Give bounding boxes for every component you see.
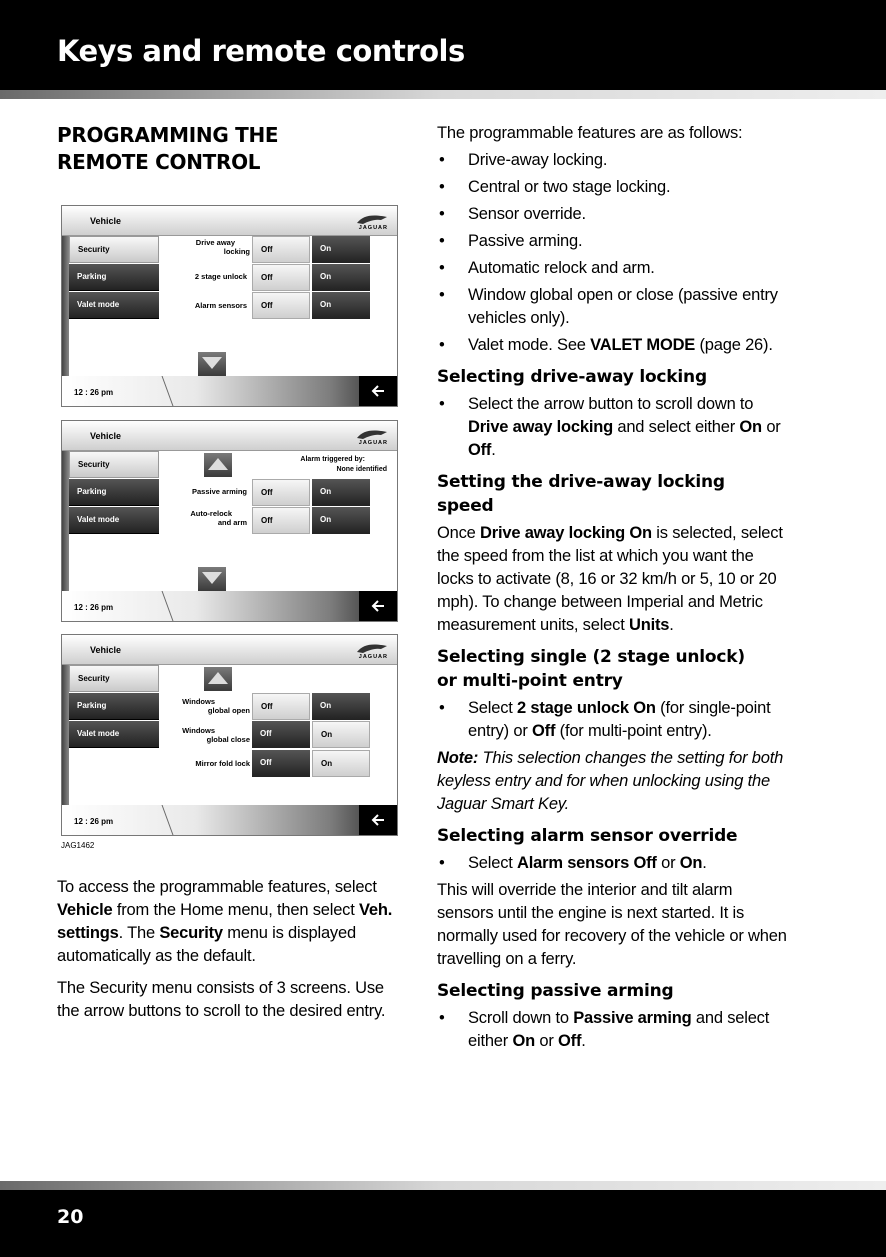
mirror-fold-on-button[interactable]: On — [312, 750, 370, 777]
list-item-text: Drive-away locking. — [468, 151, 608, 169]
list-item — [437, 284, 787, 330]
scroll-up-button[interactable] — [204, 667, 232, 691]
page-number: 20 — [57, 1206, 84, 1228]
passive-arming-on-button[interactable]: On — [312, 479, 370, 506]
section-title: PROGRAMMING THE REMOTE CONTROL — [57, 123, 279, 174]
alarm-sensors-on-button[interactable]: On — [312, 292, 370, 319]
menu-item-parking[interactable]: Parking — [69, 264, 159, 291]
left-column — [57, 122, 407, 176]
auto-relock-on-button[interactable]: On — [312, 507, 370, 534]
bold-text: 2 stage unlock On — [517, 699, 656, 717]
row-label-line2: and arm — [217, 518, 247, 527]
text: . — [581, 1032, 586, 1050]
bullet: • — [439, 205, 445, 223]
back-arrow-icon — [371, 600, 385, 612]
row-label-windows-global-close — [162, 726, 250, 744]
bullet: • — [439, 232, 445, 250]
screens-paragraph: The Security menu consists of 3 screens. Use the arrow buttons to scroll to the desired entry. — [57, 979, 386, 1020]
bullet: • — [439, 699, 445, 717]
menu-item-security[interactable]: Security — [69, 665, 159, 692]
drive-away-on-button[interactable]: On — [312, 236, 370, 263]
bold-text: Off — [558, 1032, 582, 1050]
screen-left-edge — [62, 665, 69, 805]
subheading-drive-away: Selecting drive-away locking — [437, 367, 707, 387]
list-item-text: Window global open or close (passive entry vehicles only). — [468, 286, 778, 327]
bold-text: Passive arming — [573, 1009, 692, 1027]
text: Scroll down to — [468, 1009, 574, 1027]
menu-item-valet-mode[interactable]: Valet mode — [69, 292, 159, 319]
text: . — [669, 616, 674, 634]
screen-security-2 — [61, 420, 398, 622]
alarm-status-value: None identified — [336, 466, 387, 473]
list-item — [437, 334, 787, 357]
entry-list — [437, 697, 787, 743]
right-column — [437, 122, 787, 1057]
alarm-status-label: Alarm triggered by: — [300, 456, 365, 463]
row-label-2-stage-unlock: 2 stage unlock — [194, 272, 247, 281]
menu-item-parking[interactable]: Parking — [69, 693, 159, 720]
intro-paragraph — [57, 876, 407, 968]
text: Select — [468, 854, 518, 872]
row-label-line2: global close — [206, 735, 250, 744]
row-label-mirror-fold-lock: Mirror fold lock — [195, 759, 250, 768]
bold-text: On — [512, 1032, 535, 1050]
bullet: • — [439, 395, 445, 413]
left-body — [57, 876, 407, 1032]
subheading-alarm-override: Selecting alarm sensor override — [437, 826, 738, 846]
text: and select either — [612, 418, 740, 436]
menu-item-parking[interactable]: Parking — [69, 479, 159, 506]
bullet: • — [439, 854, 445, 872]
list-item-text: Sensor override. — [468, 205, 586, 223]
text: Once — [437, 524, 481, 542]
row-label-passive-arming: Passive arming — [191, 487, 247, 496]
footer-divider — [0, 1181, 886, 1190]
menu-item-security[interactable]: Security — [69, 451, 159, 478]
back-arrow-icon — [371, 814, 385, 826]
header-divider — [0, 90, 886, 99]
subheading-single-multi-entry: Selecting single (2 stage unlock) or multi-point entry — [437, 647, 745, 691]
bold-text: Drive away locking — [468, 418, 613, 436]
bold-text: Veh. settings — [57, 901, 393, 942]
text: or — [534, 1032, 559, 1050]
list-item-text: Passive arming. — [468, 232, 583, 250]
screen-title: Vehicle — [90, 431, 122, 441]
note — [437, 747, 787, 816]
back-button[interactable] — [359, 376, 397, 406]
row-label-windows-global-open — [162, 697, 250, 715]
page-footer — [0, 1190, 886, 1257]
features-list — [437, 149, 787, 357]
list-item-text: Automatic relock and arm. — [468, 259, 655, 277]
passive-arming-list — [437, 1007, 787, 1053]
text: menu is displayed automatically as the default. — [57, 924, 356, 965]
note-label: Note: — [437, 749, 479, 767]
windows-open-off-button[interactable]: Off — [252, 693, 310, 720]
bullet: • — [439, 336, 445, 354]
text: Select — [468, 699, 518, 717]
text: . — [702, 854, 707, 872]
screen-security-3 — [61, 634, 398, 836]
list-item — [437, 393, 787, 462]
row-label-line1: Auto-relock — [190, 509, 232, 518]
text: (for single-point entry) or — [468, 699, 771, 740]
list-item — [437, 697, 787, 743]
list-item — [437, 852, 787, 875]
bold-text: Drive away locking On — [480, 524, 652, 542]
back-button[interactable] — [359, 591, 397, 621]
row-label-line1: Drive away — [195, 238, 235, 247]
back-arrow-icon — [371, 385, 385, 397]
alarm-paragraph: This will override the interior and tilt alarm sensors until the engine is next started. It is normally used for recovery of the vehicle or when travelling on a ferry. — [437, 881, 787, 968]
row-label-drive-away — [162, 238, 250, 256]
header-title: Keys and remote controls — [57, 34, 465, 68]
bullet: • — [439, 259, 445, 277]
logo-text: JAGUAR — [358, 654, 388, 660]
list-item — [437, 203, 787, 226]
clock: 12 : 26 pm — [74, 603, 114, 612]
logo-text: JAGUAR — [358, 440, 388, 446]
auto-relock-off-button[interactable]: Off — [252, 507, 310, 534]
bullet: • — [439, 178, 445, 196]
arrow-up-icon — [208, 458, 228, 472]
drive-away-list — [437, 393, 787, 462]
text: (page 26). — [695, 336, 773, 354]
drive-away-off-button[interactable]: Off — [252, 236, 310, 263]
row-label-line1: Windows — [182, 726, 215, 735]
passive-arming-off-button[interactable]: Off — [252, 479, 310, 506]
text: or — [761, 418, 781, 436]
subheading-drive-away-speed: Setting the drive-away locking speed — [437, 472, 725, 516]
bullet: • — [439, 1009, 445, 1027]
bold-text: Off — [532, 722, 556, 740]
alarm-list — [437, 852, 787, 875]
text: Select the arrow button to scroll down to — [468, 395, 754, 413]
screen-title: Vehicle — [90, 216, 122, 226]
menu-item-valet-mode[interactable]: Valet mode — [69, 721, 159, 748]
alarm-sensors-off-button[interactable]: Off — [252, 292, 310, 319]
screen-title: Vehicle — [90, 645, 122, 655]
mirror-fold-off-button[interactable]: Off — [252, 750, 310, 777]
arrow-down-icon — [202, 357, 222, 371]
scroll-down-button[interactable] — [198, 352, 226, 376]
screen-left-edge — [62, 236, 69, 376]
2-stage-unlock-on-button[interactable]: On — [312, 264, 370, 291]
back-button[interactable] — [359, 805, 397, 835]
list-item — [437, 230, 787, 253]
text: (for multi-point entry). — [555, 722, 712, 740]
alarm-status — [300, 455, 387, 475]
bullet: • — [439, 151, 445, 169]
speed-paragraph — [437, 522, 787, 637]
text: is selected, select the speed from the list at which you want the locks to activate (8, 16 or 32 km/h or 5, 10 or 20 mph). To change between Imperial and Metric measurement units, select — [437, 524, 783, 634]
bold-text: Off — [468, 441, 492, 459]
subheading-passive-arming: Selecting passive arming — [437, 981, 674, 1001]
text: To access the programmable features, select — [57, 878, 377, 896]
list-item-text: Central or two stage locking. — [468, 178, 671, 196]
windows-close-off-button[interactable]: Off — [252, 721, 310, 748]
note-text: This selection changes the setting for both keyless entry and for when unlocking using the Jaguar Smart Key. — [437, 749, 784, 813]
figure-code: JAG1462 — [61, 841, 95, 850]
screen-left-edge — [62, 451, 69, 591]
scroll-up-button[interactable] — [204, 453, 232, 477]
text: Valet mode. See — [468, 336, 591, 354]
text: . The — [118, 924, 160, 942]
list-item — [437, 149, 787, 172]
text: or — [656, 854, 680, 872]
page-header — [0, 0, 886, 90]
arrow-down-icon — [202, 572, 222, 586]
text: . — [491, 441, 496, 459]
bold-text: Alarm sensors Off — [517, 854, 657, 872]
list-item — [437, 257, 787, 280]
row-label-alarm-sensors: Alarm sensors — [194, 301, 247, 310]
bullet: • — [439, 286, 445, 304]
logo-text: JAGUAR — [358, 225, 388, 231]
arrow-up-icon — [208, 672, 228, 686]
valet-mode-link[interactable]: VALET MODE — [590, 336, 696, 354]
bold-text: On — [679, 854, 703, 872]
bold-text: Vehicle — [57, 901, 113, 919]
row-label-line2: locking — [223, 247, 250, 256]
windows-open-on-button[interactable]: On — [312, 693, 370, 720]
clock: 12 : 26 pm — [74, 388, 114, 397]
bold-text: Units — [628, 616, 670, 634]
row-label-auto-relock — [162, 509, 247, 527]
scroll-down-button[interactable] — [198, 567, 226, 591]
menu-item-valet-mode[interactable]: Valet mode — [69, 507, 159, 534]
bold-text: Security — [159, 924, 223, 942]
screen-security-1 — [61, 205, 398, 407]
menu-item-security[interactable]: Security — [69, 236, 159, 263]
row-label-line2: global open — [207, 706, 250, 715]
text: from the Home menu, then select — [112, 901, 359, 919]
clock: 12 : 26 pm — [74, 817, 114, 826]
features-intro: The programmable features are as follows: — [437, 124, 743, 142]
bold-text: On — [739, 418, 762, 436]
row-label-line1: Windows — [182, 697, 215, 706]
windows-close-on-button[interactable]: On — [312, 721, 370, 748]
list-item — [437, 176, 787, 199]
2-stage-unlock-off-button[interactable]: Off — [252, 264, 310, 291]
text: and select either — [468, 1009, 770, 1050]
list-item — [437, 1007, 787, 1053]
